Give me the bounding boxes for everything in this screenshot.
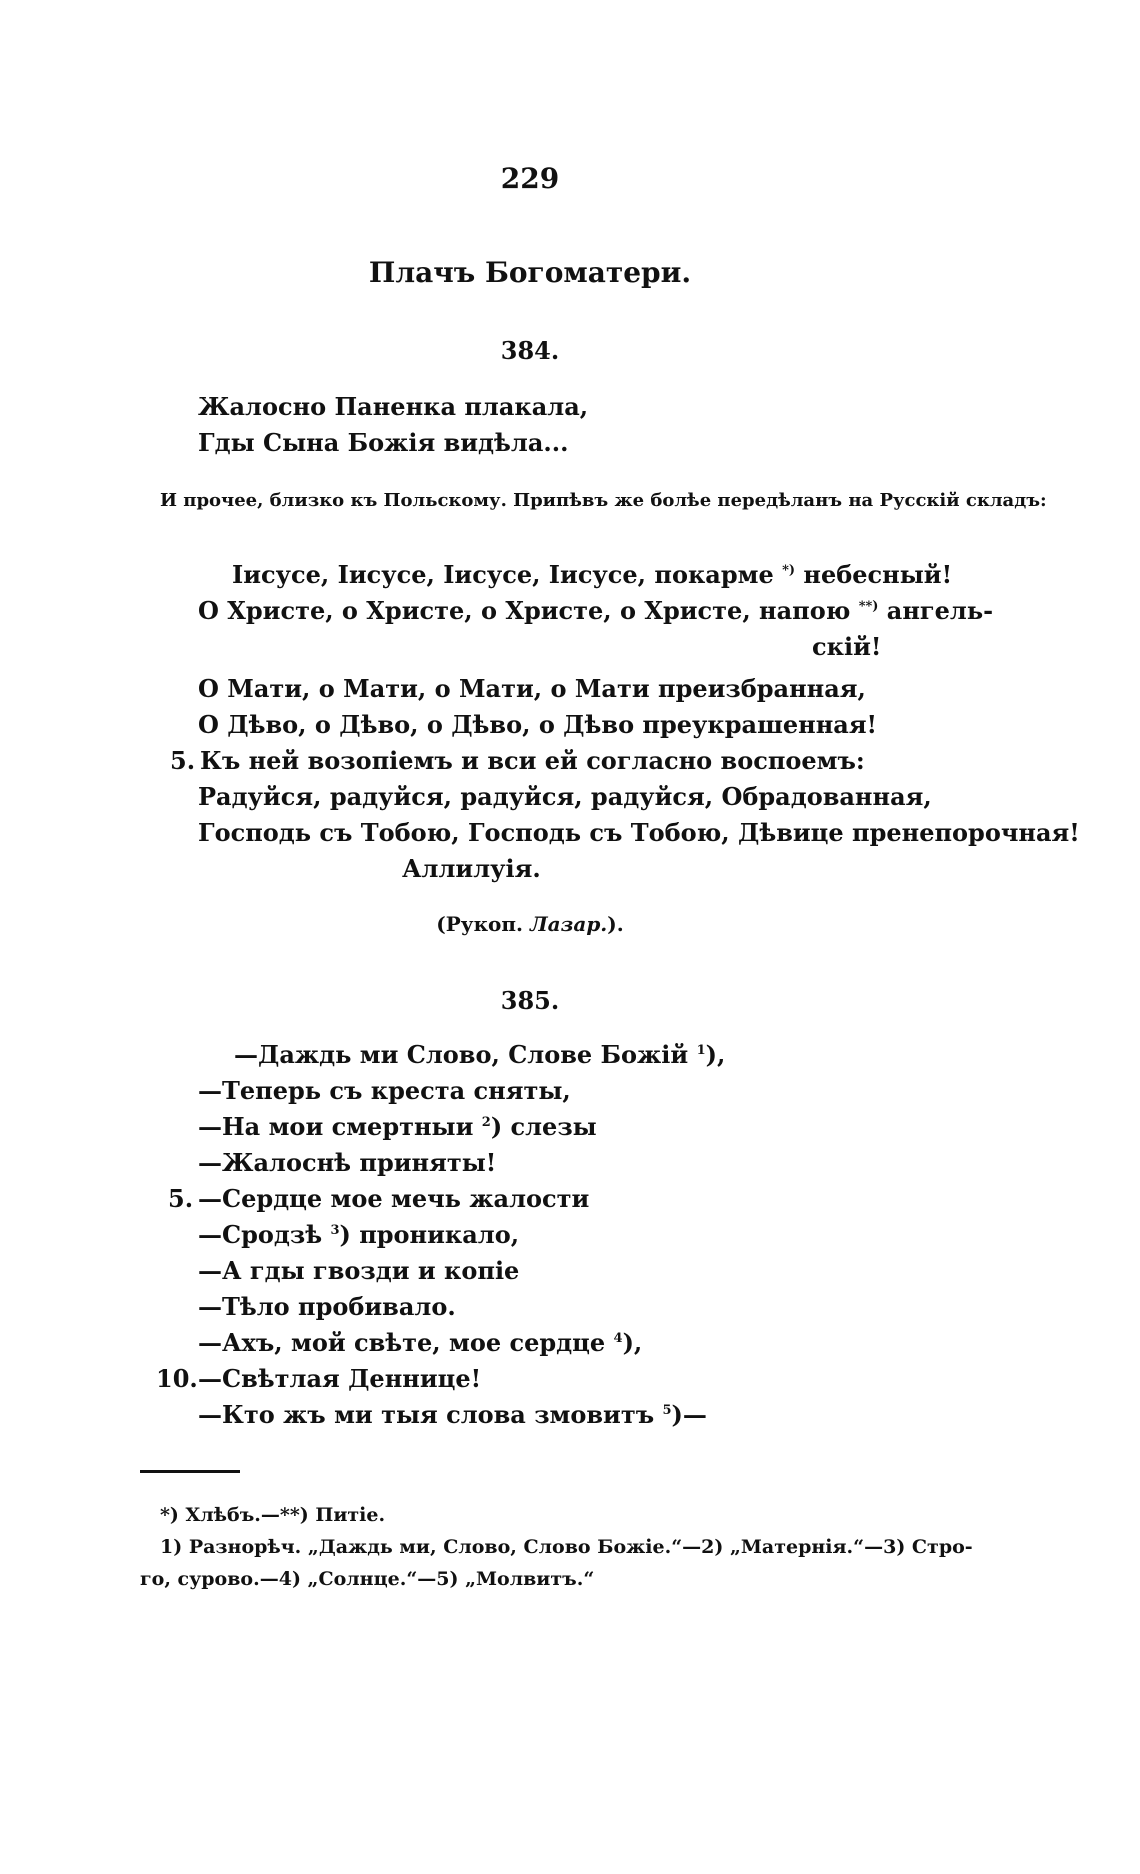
verse-line: Къ ней возопіемъ и вси ей согласно воспоемъ: <box>200 746 865 775</box>
footnote-mark: **) <box>858 599 879 614</box>
editorial-note: И прочее, близко къ Польскому. Припѣвъ же болѣе передѣланъ на Русскій складъ: <box>160 490 1047 511</box>
verse-line: —Свѣтлая Деннице! <box>198 1364 482 1393</box>
line-number: 5. <box>168 1184 194 1213</box>
footnote-divider <box>140 1470 240 1473</box>
verse-text-after: ) слезы <box>490 1112 597 1141</box>
verse-text-after: ) проникало, <box>339 1220 520 1249</box>
verse-line <box>198 1400 707 1430</box>
verse-text: —На мои смертныи <box>198 1112 474 1141</box>
verse-line <box>198 1328 642 1358</box>
verse-line: скій! <box>812 632 882 661</box>
verse-line: О Мати, о Мати, о Мати, о Мати преизбранная, <box>198 674 866 703</box>
verse-line: —Жалоснѣ приняты! <box>198 1148 497 1177</box>
line-number: 10. <box>156 1364 198 1393</box>
verse-text-after: )— <box>671 1400 707 1429</box>
verse-text: —Сродзѣ <box>198 1220 323 1249</box>
verse-line <box>198 1220 519 1250</box>
verse-line: —Тѣло пробивало. <box>198 1292 456 1321</box>
verse-text: О Христе, о Христе, о Христе, о Христе, напою <box>198 596 851 625</box>
verse-text-after: небесный! <box>803 560 953 589</box>
verse-text-after: ), <box>705 1040 726 1069</box>
verse-line: Аллилуія. <box>402 854 541 883</box>
footnote-mark: *) <box>782 563 796 578</box>
footnote-mark: 2 <box>481 1115 491 1130</box>
footnote-mark: 5 <box>662 1403 672 1418</box>
verse-line: —Теперь съ креста сняты, <box>198 1076 571 1105</box>
page-number: 229 <box>500 162 560 195</box>
verse-line <box>198 1112 597 1142</box>
source-citation <box>0 912 1060 936</box>
verse-line: —Сердце мое мечь жалости <box>198 1184 590 1213</box>
footnote-mark: 4 <box>613 1331 623 1346</box>
source-suffix: ). <box>607 912 624 936</box>
footnote-mark: 1 <box>696 1043 706 1058</box>
verse-text: —Кто жъ ми тыя слова змовитъ <box>198 1400 655 1429</box>
verse-line <box>234 1040 725 1070</box>
verse-line: —А гды гвозди и копіе <box>198 1256 520 1285</box>
source-name: Лазар. <box>529 912 608 936</box>
verse-text: Іисусе, Іисусе, Іисусе, Іисусе, покарме <box>232 560 774 589</box>
page-title: Плачъ Богоматери. <box>368 256 692 289</box>
section-number-385: 385. <box>500 986 560 1015</box>
verse-text-after: ангель- <box>886 596 994 625</box>
verse-line: О Дѣво, о Дѣво, о Дѣво, о Дѣво преукрашенная! <box>198 710 878 739</box>
line-number: 5. <box>170 746 196 775</box>
verse-text: —Ахъ, мой свѣте, мое сердце <box>198 1328 606 1357</box>
verse-text: —Даждь ми Слово, Слове Божій <box>234 1040 689 1069</box>
verse-line: Радуйся, радуйся, радуйся, радуйся, Обрадованная, <box>198 782 932 811</box>
verse-line <box>232 560 952 590</box>
intro-line: Гды Сына Божія видѣла... <box>198 428 569 457</box>
verse-line: Господь съ Тобою, Господь съ Тобою, Дѣвице пренепорочная! <box>198 818 1080 847</box>
footnote-mark: 3 <box>330 1223 340 1238</box>
footnote-line: 1) Разнорѣч. „Даждь ми, Слово, Слово Божіе.“—2) „Матернія.“—3) Стро- <box>160 1536 973 1558</box>
footnote-line: го, сурово.—4) „Солнце.“—5) „Молвитъ.“ <box>140 1568 595 1590</box>
section-number-384: 384. <box>500 336 560 365</box>
verse-line <box>198 596 993 626</box>
source-prefix: (Рукоп. <box>436 912 523 936</box>
verse-text-after: ), <box>622 1328 643 1357</box>
footnote-line: *) Хлѣбъ.—**) Питіе. <box>160 1504 386 1526</box>
intro-line: Жалосно Паненка плакала, <box>198 392 589 421</box>
